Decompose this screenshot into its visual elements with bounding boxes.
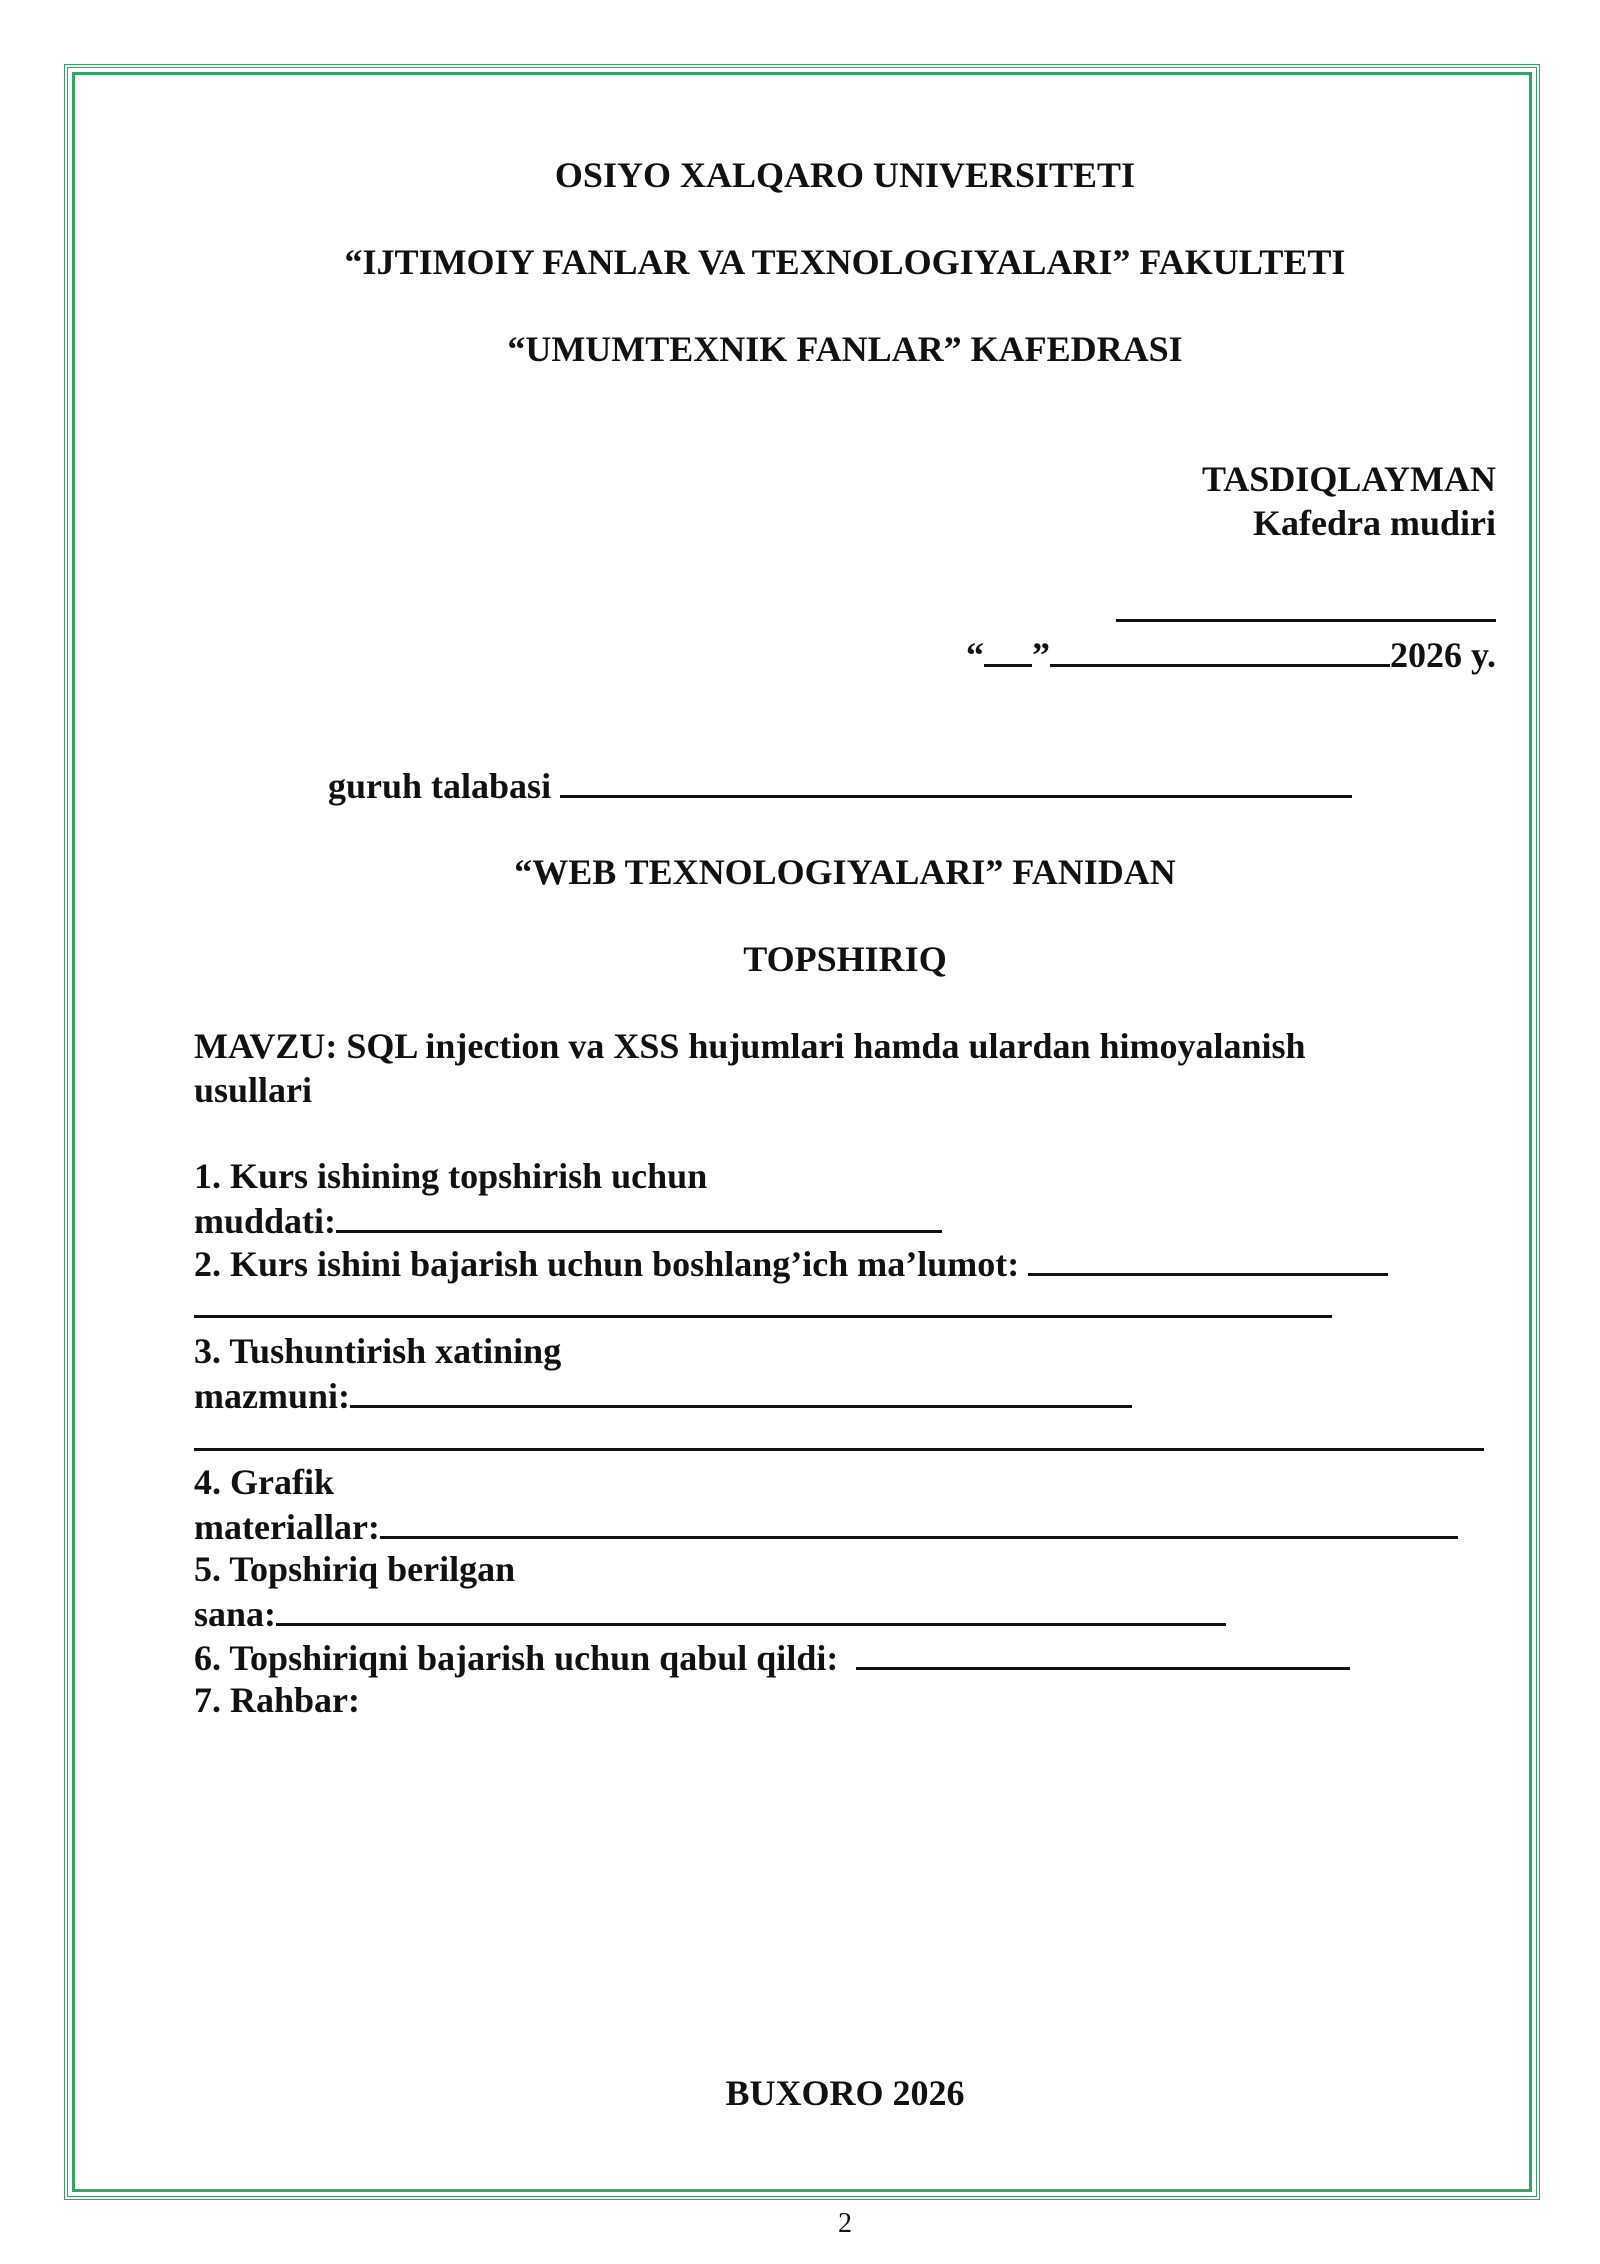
item-5-line-2: [194, 1591, 1226, 1636]
page-border-inner: [72, 72, 1532, 2192]
item-4-line-2: [194, 1504, 1458, 1549]
day-blank: [984, 632, 1032, 667]
signature-blank: [1116, 587, 1496, 622]
item-2-label: 2. Kurs ishini bajarish uchun boshlang’ich ma’lumot:: [194, 1244, 1020, 1284]
approval-heading: TASDIQLAYMAN: [1201, 459, 1496, 499]
date-open-quote: “: [965, 635, 984, 675]
item-3-continuation: [194, 1416, 1484, 1461]
item-2-blank: [1028, 1241, 1388, 1276]
university-name: OSIYO XALQARO UNIVERSITETI: [554, 155, 1136, 195]
item-2-blank-2: [194, 1283, 1332, 1318]
student-line: [328, 763, 1352, 808]
item-5-blank: [276, 1591, 1226, 1626]
item-4-blank: [380, 1504, 1458, 1539]
approval-date: [966, 632, 1496, 677]
item-1-line-2: [194, 1198, 942, 1243]
item-5-label: sana:: [194, 1594, 277, 1634]
topic-line-1: MAVZU: SQL injection va XSS hujumlari hamda ulardan himoyalanish: [194, 1026, 1306, 1066]
city-year: BUXORO 2026: [725, 2073, 965, 2113]
date-close-quote: ”: [1031, 635, 1050, 675]
page-number: 2: [838, 2208, 852, 2239]
item-2-continuation: [194, 1283, 1332, 1328]
approval-year: 2026 y.: [1389, 635, 1496, 675]
item-6-blank: [856, 1635, 1350, 1670]
item-6-label: 6. Topshiriqni bajarish uchun qabul qildi:: [194, 1638, 839, 1678]
item-3-blank: [350, 1373, 1132, 1408]
item-2: [194, 1241, 1388, 1286]
student-label: guruh talabasi: [328, 766, 552, 806]
signature-line: [1098, 543, 1496, 632]
document-type: TOPSHIRIQ: [743, 939, 947, 979]
faculty-name: “IJTIMOIY FANLAR VA TEXNOLOGIYALARI” FAKULTETI: [344, 242, 1346, 282]
approval-head-title: Kafedra mudiri: [1253, 503, 1496, 543]
item-1-label: muddati:: [194, 1201, 337, 1241]
item-5-line-1: 5. Topshiriq berilgan: [194, 1549, 516, 1589]
item-1-blank: [336, 1198, 942, 1233]
item-3-blank-2: [194, 1416, 1484, 1451]
item-3-line-2: [194, 1373, 1132, 1418]
item-4-line-1: 4. Grafik: [194, 1462, 334, 1502]
item-3-line-1: 3. Tushuntirish xatining: [194, 1331, 562, 1371]
subject-title: “WEB TEXNOLOGIYALARI” FANIDAN: [514, 852, 1176, 892]
topic-line-2: usullari: [194, 1070, 313, 1110]
item-6: [194, 1635, 1350, 1680]
item-4-label: materiallar:: [194, 1507, 380, 1547]
student-blank: [560, 763, 1352, 798]
item-3-label: mazmuni:: [194, 1376, 350, 1416]
item-7: 7. Rahbar:: [194, 1680, 361, 1720]
item-1-line-1: 1. Kurs ishining topshirish uchun: [194, 1156, 708, 1196]
month-blank: [1050, 632, 1390, 667]
department-name: “UMUMTEXNIK FANLAR” KAFEDRASI: [507, 329, 1183, 369]
